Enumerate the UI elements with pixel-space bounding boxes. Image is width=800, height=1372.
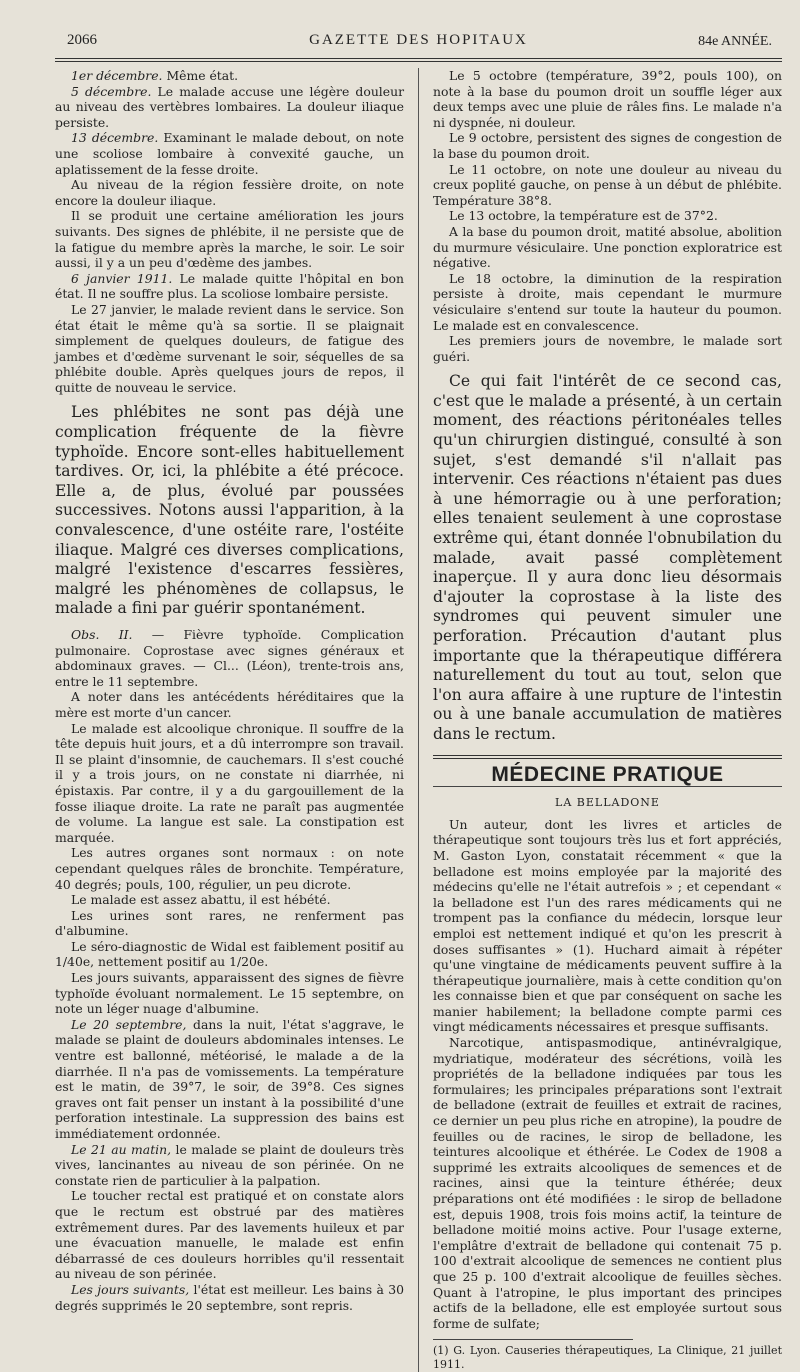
paragraph-text: Examinant le malade debout, on note une scoliose lombaire à convexité gauche, un aplatissement de la fesse droite.: [55, 130, 404, 177]
paragraph-text: Un auteur, dont les livres et articles de thérapeutique sont toujours très lus et fort appréciés, M. Gaston Lyon, constatait récemment « que la belladone est moins employée par la majorité des médecins qu'elle ne l'était autrefois » ; et cependant « la belladone est l'un des rares médicaments qui ne trompent pas la confiance du médecin, lorsque leur emploi est nettement indiqué et qu'on les prescrit à doses suffisantes » (1). Huchard aimait à répéter qu'une vingtaine de médicaments peuvent suffire à la thérapeutique journalière, mais à cette condition qu'on les connaisse bien et que par conséquent on sache les manier habilement; la belladone compte parmi ces vingt médicaments nécessaires et presque suffisants.: [433, 816, 782, 1035]
paragraph-lead: Obs. II. —: [71, 627, 184, 642]
section-divider: [433, 755, 782, 759]
paragraph-text: Narcotique, antispasmodique, antinévralgique, mydriatique, modérateur des sécrétions, voilà les propriétés de la belladone indiquées par tous les formulaires; les principales préparations sont l'extrait de belladone (extrait de feuilles et extrait de racines, ce dernier un peu plus riche en atropine), la poudre de feuilles ou de racines, le sirop de belladone, les teintures alcoolique et éthérée. Le Codex de 1908 a supprimé les extraits alcooliques de semences et de racines, ainsi que la teinture éthérée; deux préparations ont été modifiées : le sirop de belladone est, depuis 1908, trois fois moins actif, la teinture de belladone moitié moins active. Pour l'usage externe, l'emplâtre d'extrait de belladone qui contenait 75 p. 100 d'extrait alcoolique de semences ne contient plus que 25 p. 100 d'extrait alcoolique de feuilles sèches. Quant à l'atropine, le plus important des principes actifs de la belladone, elle est employée surtout sous forme de sulfate;: [433, 1035, 782, 1331]
paragraph-text: dans la nuit, l'état s'aggrave, le malade se plaint de douleurs abdominales intenses. Le ventre est ballonné, météorisé, le malade a de la diarrhée. Il n'a pas de vomissements. La température est le matin, de 39°7, le soir, de 39°8. Ces signes graves ont fait penser un instant à la possibilité d'une perforation intestinale. La suppression des bains est immédiatement ordonnée.: [55, 1016, 404, 1141]
paragraph: [433, 130, 782, 161]
paragraph-text: Les jours suivants, apparaissent des signes de fièvre typhoïde évoluant normalement. Le 15 septembre, on note un léger nuage d'albumine.: [55, 970, 404, 1017]
paragraph-text: Le 18 octobre, la diminution de la respiration persiste à droite, mais cependant le murmure vésiculaire s'entend sur toute la hauteur du poumon. Le malade est en convalescence.: [433, 270, 782, 333]
paragraph: [55, 1142, 404, 1189]
paragraph-text: Le séro-diagnostic de Widal est faiblement positif au 1/40e, nettement positif au 1/20e.: [55, 938, 404, 970]
paragraph: [433, 372, 782, 744]
paragraph: [55, 721, 404, 846]
paragraph-text: Le malade accuse une légère douleur au niveau des vertèbres lombaires. La douleur iliaque persiste.: [55, 83, 404, 130]
paragraph: [433, 333, 782, 364]
paragraph-lead: Le 20 septembre,: [71, 1016, 187, 1032]
left-column: [55, 68, 419, 1372]
year-label: 84e ANNÉE.: [698, 34, 772, 49]
paragraph-text: Les urines sont rares, ne renferment pas d'albumine.: [55, 907, 404, 939]
paragraph-text: Le 11 octobre, on note une douleur au niveau du creux poplité gauche, on pense à un début de phlébite. Température 38°8.: [433, 161, 782, 208]
title-rule: [433, 786, 782, 787]
paragraph: [55, 68, 404, 84]
paragraph-text: Le toucher rectal est pratiqué et on constate alors que le rectum est obstrué par des matières extrêmement dures. Par des lavements huileux et par une évacuation manuelle, le malade est enfin débarrassé de ces douleurs horribles qu'il ressentait au niveau de son périnée.: [55, 1188, 404, 1282]
header-rule: [55, 58, 782, 62]
paragraph-text: A la base du poumon droit, matité absolue, abolition du murmure vésiculaire. Une ponction exploratrice est négative.: [433, 223, 782, 271]
paragraph-lead: 5 décembre.: [71, 83, 152, 99]
article-columns: [55, 68, 782, 1372]
paragraph-text: Le 9 octobre, persistent des signes de congestion de la base du poumon droit.: [433, 130, 782, 161]
journal-title: GAZETTE DES HOPITAUX: [309, 32, 528, 48]
subsection-title: LA BELLADONE: [555, 796, 660, 810]
paragraph: [433, 68, 782, 130]
paragraph: [433, 271, 782, 333]
paragraph-text: Fièvre typhoïde. Complication pulmonaire. Coprostase avec signes généraux et abdominaux graves. — Cl... (Léon), trente-trois ans, entre le 11 septembre.: [55, 627, 404, 689]
page-number: 2066: [67, 32, 97, 48]
section-title: MÉDECINE PRATIQUE: [491, 762, 724, 786]
paragraph: [55, 1188, 404, 1282]
paragraph-text: le malade se plaint de douleurs très vives, lancinantes au niveau de son périnée. On ne constate rien de particulier à la palpation.: [55, 1141, 404, 1188]
paragraph: [55, 403, 404, 619]
paragraph-text: Ce qui fait l'intérêt de ce second cas, c'est que le malade a présenté, à un certain moment, des réactions péritonéales telles qu'un chirurgien distingué, consulté à son sujet, s'est demandé s'il n'allait pas intervenir. Ces réactions n'étaient pas dues à une hémorragie ou à une perforation; elles tenaient seulement à une coprostase extrême qui, étant donnée l'obnubilation du malade, avait passé complètement inaperçue. Il y aura donc lieu désormais d'ajouter la coprostase à la liste des syndromes qui peuvent simuler une perforation. Précaution d'autant plus importante que la thérapeutique différera naturellement du tout au tout, selon que l'on aura affaire à une rupture de l'intestin ou à une banale accumulation de matières dans le rectum.: [433, 372, 782, 743]
paragraph-text: Il se produit une certaine amélioration les jours suivants. Des signes de phlébite, il ne persiste que de la fatigue du membre après la marche, le soir. Le soir aussi, il y a un peu d'œdème des jambes.: [55, 208, 404, 271]
paragraph: [55, 1017, 404, 1142]
paragraph-lead: Le 21 au matin,: [71, 1141, 172, 1157]
paragraph: [55, 130, 404, 177]
paragraph-text: Le malade est alcoolique chronique. Il souffre de la tête depuis huit jours, et a dû interrompre son travail. Il se plaint d'insomnie, de cauchemars. Il s'est couché il y a trois jours, on ne constate ni diarrhée, ni épistaxis. Par contre, il y a du gargouillement de la fosse iliaque droite. La rate ne paraît pas augmentée de volume. La langue est sale. La constipation est marquée.: [55, 720, 404, 845]
paragraph: [55, 177, 404, 208]
page-header: [55, 32, 782, 52]
paragraph: [433, 224, 782, 271]
paragraph-lead: 13 décembre.: [71, 130, 159, 146]
paragraph: [55, 302, 404, 396]
right-column: [419, 68, 782, 1372]
paragraph: [433, 208, 782, 224]
paragraph-text: Les autres organes sont normaux : on note cependant quelques râles de bronchite. Température, 40 degrés; pouls, 100, régulier, un peu dicrote.: [55, 845, 404, 892]
paragraph: [55, 892, 404, 908]
paragraph-text: A noter dans les antécédents héréditaires que la mère est morte d'un cancer.: [55, 689, 404, 720]
paragraph-lead: 1er décembre.: [71, 68, 163, 83]
paragraph-text: Au niveau de la région fessière droite, on note encore la douleur iliaque.: [55, 177, 404, 208]
footnote-rule: [433, 1339, 633, 1340]
paragraph: [55, 1282, 404, 1313]
paragraph-text: Le malade quitte l'hôpital en bon état. Il ne souffre plus. La scoliose lombaire persiste.: [55, 270, 404, 302]
paragraph-lead: Les jours suivants,: [71, 1281, 190, 1297]
paragraph-text: Le 13 octobre, la température est de 37°2.: [449, 208, 718, 224]
paragraph-text: Les premiers jours de novembre, le malade sort guéri.: [433, 333, 782, 364]
paragraph: [55, 845, 404, 892]
paragraph-text: Le 27 janvier, le malade revient dans le service. Son état était le même qu'à sa sortie. Il se plaignait simplement de quelques douleurs, de fatigue des jambes et d'œdème survenant le soir, séquelles de sa phlébite double. Après quelques jours de repos, il quitte de nouveau le service.: [55, 301, 404, 395]
paragraph-text: Même état.: [162, 68, 239, 83]
paragraph: [55, 627, 404, 689]
paragraph: [55, 271, 404, 302]
paragraph: [55, 908, 404, 939]
paragraph: [55, 939, 404, 970]
footnote: (1) G. Lyon. Causeries thérapeutiques, La Clinique, 21 juillet 1911.: [433, 1344, 782, 1372]
paragraph-text: Le 5 octobre (température, 39°2, pouls 100), on note à la base du poumon droit un souffle léger aux deux temps avec une pluie de râles fins. Le malade n'a ni dyspnée, ni douleur.: [433, 68, 782, 130]
right-column-top: [433, 68, 782, 745]
paragraph: [433, 162, 782, 209]
paragraph: [55, 208, 404, 270]
paragraph: [55, 970, 404, 1017]
paragraph-text: l'état est meilleur. Les bains à 30 degrés supprimés le 20 septembre, sont repris.: [55, 1281, 405, 1313]
paragraph-text: Les phlébites ne sont pas déjà une complication fréquente de la fièvre typhoïde. Encore sont-elles habituellement tardives. Or, ici, la phlébite a été précoce. Elle a, de plus, évolué par poussées successives. Notons aussi l'apparition, à la convalescence, d'une ostéite rare, l'ostéite iliaque. Malgré ces diverses complications, malgré l'existence d'escarres fessières, malgré les phénomènes de collapsus, le malade a fini par guérir spontanément.: [55, 403, 404, 618]
paragraph: [433, 817, 782, 1035]
paragraph: [55, 84, 404, 131]
paragraph-lead: 6 janvier 1911.: [71, 270, 173, 286]
right-column-bottom: [433, 817, 782, 1332]
paragraph: [55, 689, 404, 720]
paragraph-text: Le malade est assez abattu, il est hébété.: [71, 892, 331, 908]
paragraph: [433, 1035, 782, 1331]
